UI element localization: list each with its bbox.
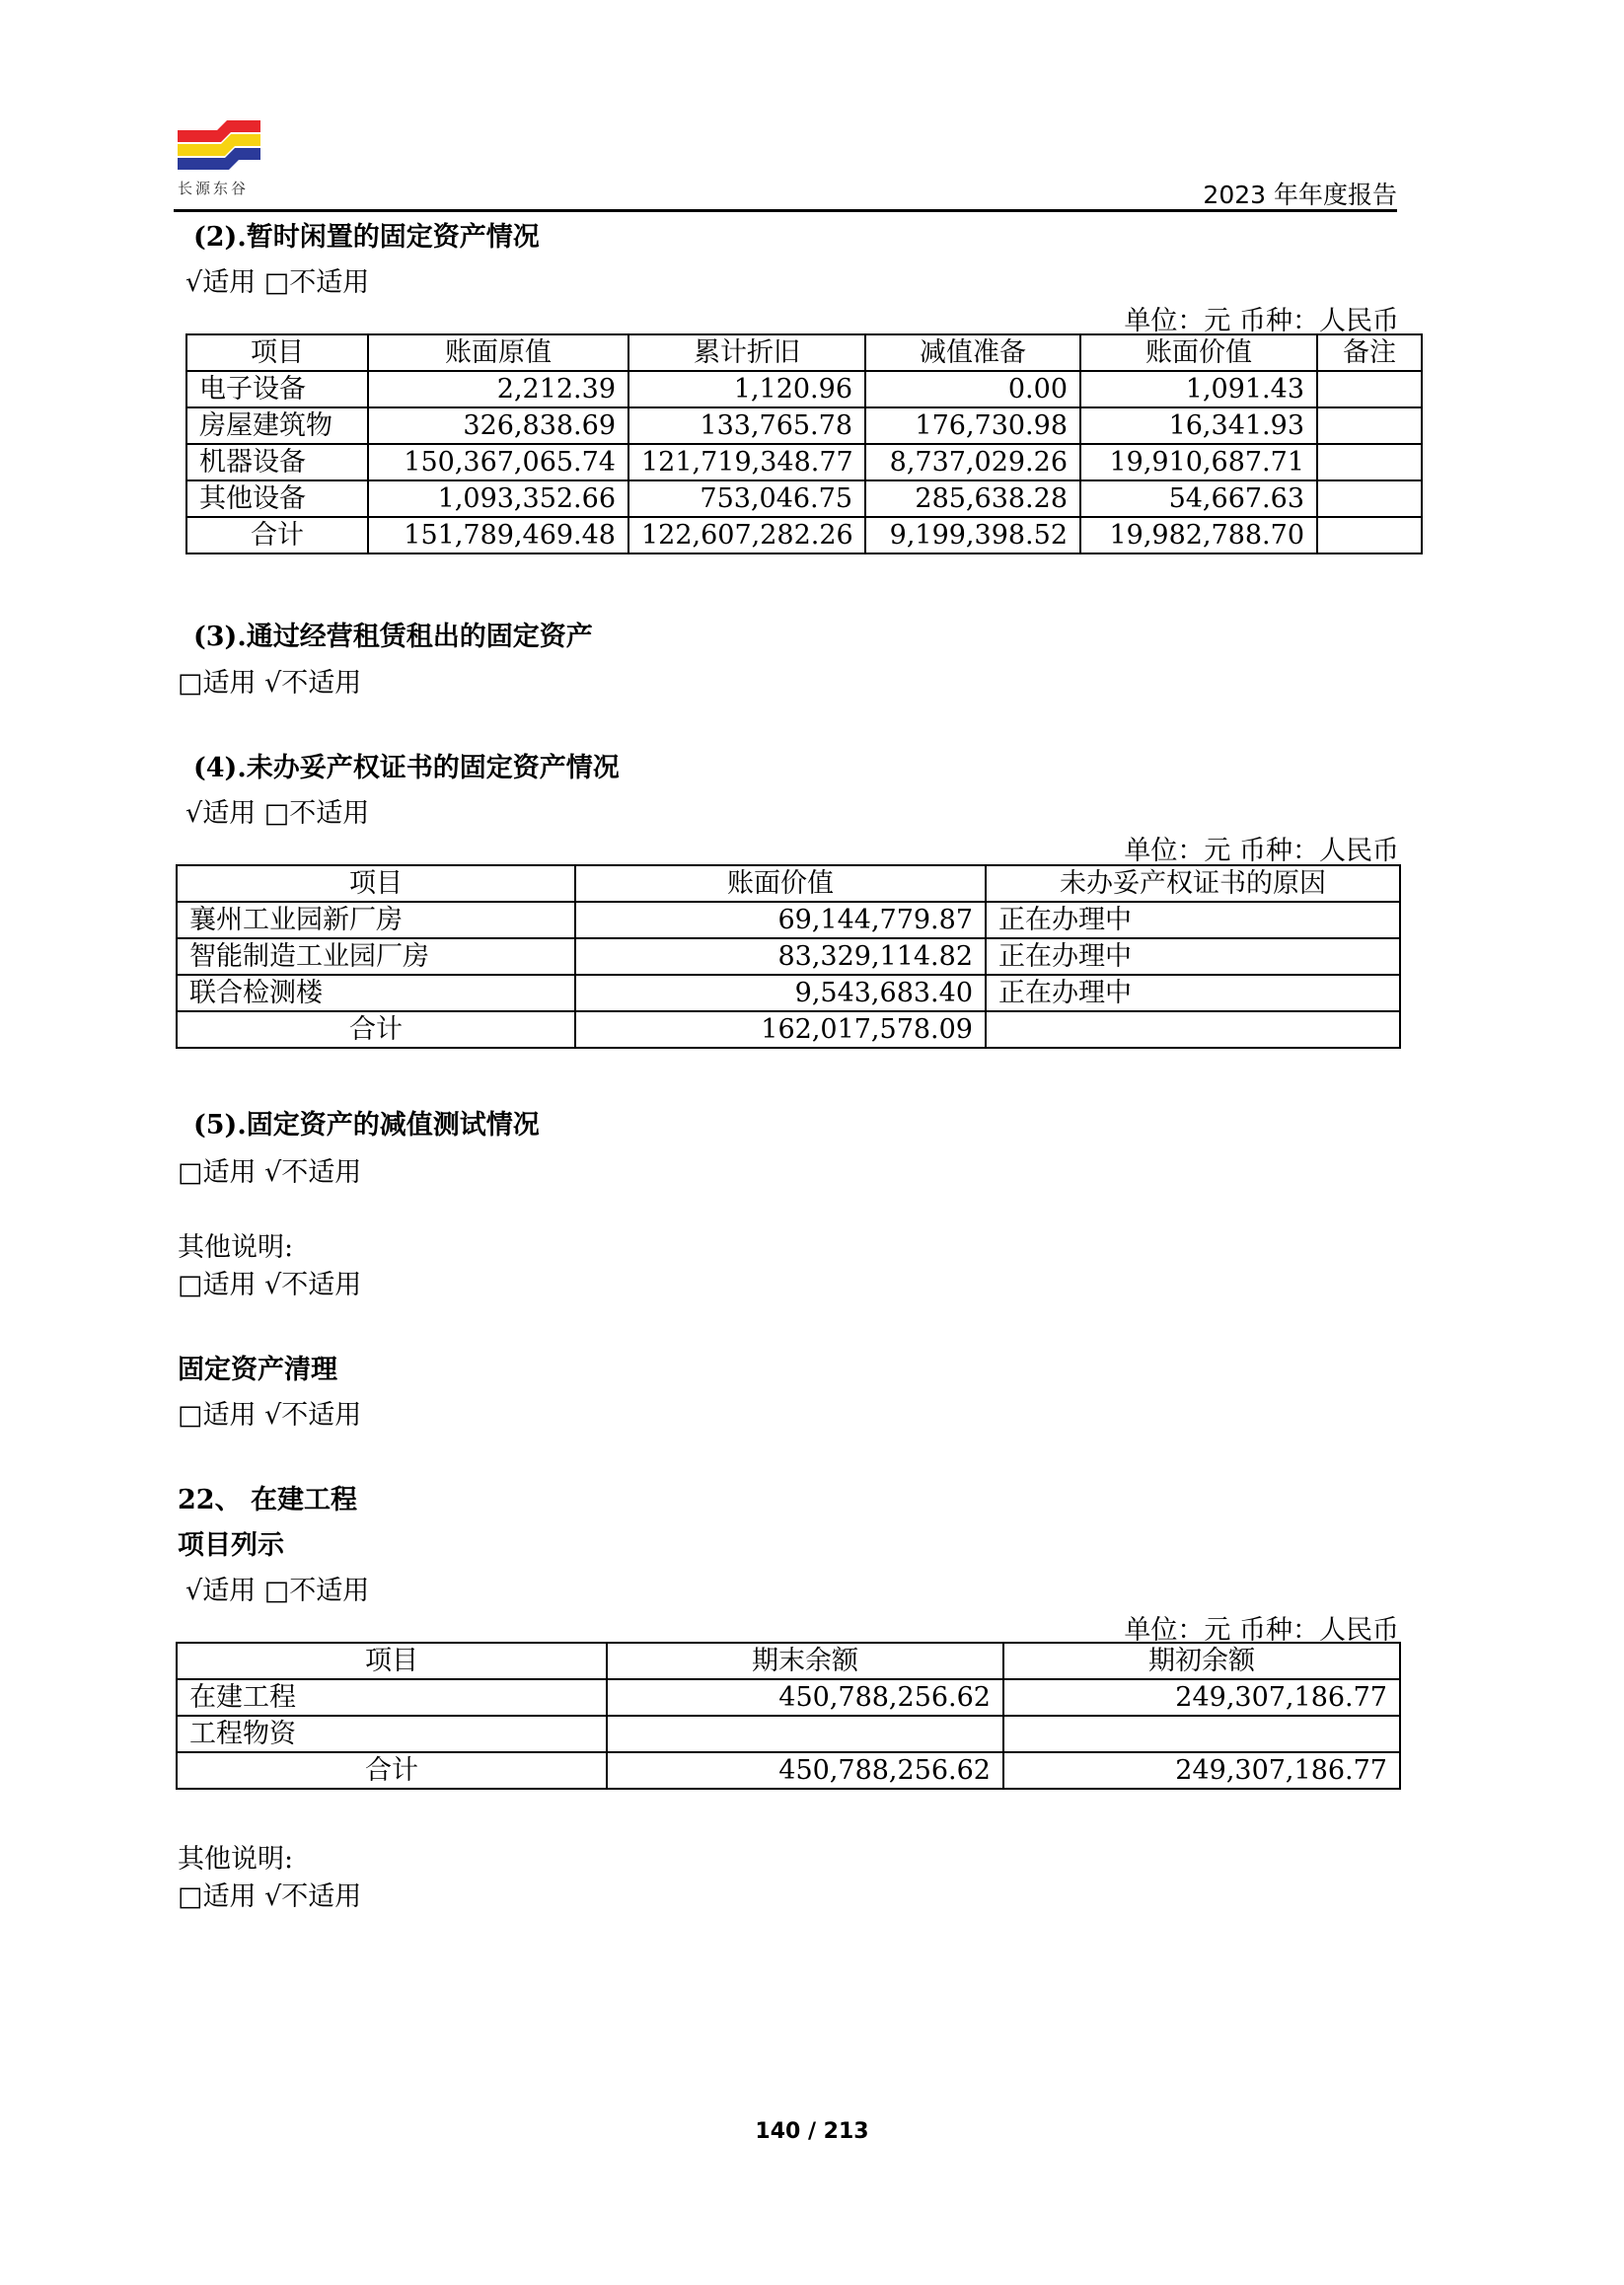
- section-3-applicability: □适用 √不适用: [178, 668, 362, 699]
- section-22-unit: 单位：元 币种：人民币: [1124, 1615, 1399, 1646]
- uncertified-assets-table: [176, 864, 1401, 1049]
- section-2-applicability: √适用 □不适用: [185, 267, 370, 298]
- construction-in-progress-table: [176, 1642, 1401, 1790]
- fixed-asset-cleanup-title: 固定资产清理: [178, 1355, 337, 1385]
- section-5-applicability: □适用 √不适用: [178, 1157, 362, 1188]
- table-row: [177, 1679, 1400, 1716]
- section-4-title: (4).未办妥产权证书的固定资产情况: [193, 753, 620, 783]
- column-header: 期末余额: [607, 1643, 1003, 1679]
- column-header: 账面原值: [368, 334, 628, 371]
- section-22-applicability: √适用 □不适用: [185, 1576, 370, 1606]
- fixed-asset-cleanup-applicability: □适用 √不适用: [178, 1400, 362, 1431]
- table-cell: [1317, 407, 1422, 444]
- column-header: 项目: [177, 865, 575, 902]
- table-cell: 正在办理中: [986, 938, 1400, 975]
- column-header: 减值准备: [865, 334, 1080, 371]
- table-row: [186, 371, 1422, 407]
- table-cell: 753,046.75: [628, 480, 865, 517]
- section-2-title: (2).暂时闲置的固定资产情况: [193, 222, 540, 253]
- table-cell: 450,788,256.62: [607, 1752, 1003, 1789]
- company-logo: [178, 116, 260, 198]
- table-cell: 19,982,788.70: [1080, 517, 1317, 553]
- row-label: 合计: [186, 517, 368, 553]
- column-header: 期初余额: [1003, 1643, 1400, 1679]
- table-cell: 176,730.98: [865, 407, 1080, 444]
- table-row: [186, 480, 1422, 517]
- column-header: 账面价值: [575, 865, 986, 902]
- table-cell: 249,307,186.77: [1003, 1679, 1400, 1716]
- table-cell: 133,765.78: [628, 407, 865, 444]
- column-header: 备注: [1317, 334, 1422, 371]
- table-cell: 151,789,469.48: [368, 517, 628, 553]
- table-cell: 122,607,282.26: [628, 517, 865, 553]
- other-notes-label: 其他说明:: [178, 1232, 294, 1263]
- logo-text: 长源东谷: [178, 180, 250, 197]
- report-title: 2023 年年度报告: [1203, 181, 1397, 209]
- table-cell: 450,788,256.62: [607, 1679, 1003, 1716]
- table-cell: 162,017,578.09: [575, 1011, 986, 1048]
- table-row: [186, 407, 1422, 444]
- table-cell: [1317, 444, 1422, 480]
- column-header: 项目: [177, 1643, 607, 1679]
- table-row: [177, 902, 1400, 938]
- table-total-row: [186, 517, 1422, 553]
- table-cell: 1,093,352.66: [368, 480, 628, 517]
- section-5-title: (5).固定资产的减值测试情况: [193, 1110, 540, 1141]
- table-cell: 285,638.28: [865, 480, 1080, 517]
- table-cell: 69,144,779.87: [575, 902, 986, 938]
- idle-assets-table: [185, 333, 1423, 554]
- table-row: [186, 444, 1422, 480]
- header-rule: [174, 209, 1397, 212]
- table-row: [177, 1716, 1400, 1752]
- row-label: 其他设备: [186, 480, 368, 517]
- table-row: [177, 938, 1400, 975]
- table-cell: [986, 1011, 1400, 1048]
- table-cell: 1,120.96: [628, 371, 865, 407]
- table-row: [177, 975, 1400, 1011]
- row-label: 智能制造工业园厂房: [177, 938, 575, 975]
- page-number: 140 / 213: [755, 2119, 869, 2144]
- column-header: 项目: [186, 334, 368, 371]
- section-3-title: (3).通过经营租赁租出的固定资产: [193, 622, 593, 652]
- table-cell: 1,091.43: [1080, 371, 1317, 407]
- table-cell: 83,329,114.82: [575, 938, 986, 975]
- section-22-title: 22、 在建工程: [178, 1485, 357, 1515]
- column-header: 账面价值: [1080, 334, 1317, 371]
- table-cell: 正在办理中: [986, 975, 1400, 1011]
- table-cell: 150,367,065.74: [368, 444, 628, 480]
- table-total-row: [177, 1752, 1400, 1789]
- table-cell: [1317, 480, 1422, 517]
- table-cell: [1317, 517, 1422, 553]
- table-cell: [1317, 371, 1422, 407]
- other-notes-label: 其他说明:: [178, 1844, 294, 1875]
- row-label: 在建工程: [177, 1679, 607, 1716]
- table-cell: 9,199,398.52: [865, 517, 1080, 553]
- table-cell: 19,910,687.71: [1080, 444, 1317, 480]
- table-cell: 121,719,348.77: [628, 444, 865, 480]
- table-cell: 9,543,683.40: [575, 975, 986, 1011]
- table-header-row: [177, 865, 1400, 902]
- table-total-row: [177, 1011, 1400, 1048]
- table-cell: 8,737,029.26: [865, 444, 1080, 480]
- row-label: 房屋建筑物: [186, 407, 368, 444]
- other-notes-applicability: □适用 √不适用: [178, 1881, 362, 1912]
- table-cell: [607, 1716, 1003, 1752]
- row-label: 合计: [177, 1752, 607, 1789]
- logo-mark-icon: [178, 116, 260, 176]
- table-cell: 249,307,186.77: [1003, 1752, 1400, 1789]
- row-label: 电子设备: [186, 371, 368, 407]
- section-4-unit: 单位：元 币种：人民币: [1124, 836, 1399, 866]
- table-cell: 326,838.69: [368, 407, 628, 444]
- table-cell: 16,341.93: [1080, 407, 1317, 444]
- table-header-row: [177, 1643, 1400, 1679]
- row-label: 机器设备: [186, 444, 368, 480]
- table-cell: [1003, 1716, 1400, 1752]
- row-label: 工程物资: [177, 1716, 607, 1752]
- table-cell: 正在办理中: [986, 902, 1400, 938]
- row-label: 合计: [177, 1011, 575, 1048]
- column-header: 未办妥产权证书的原因: [986, 865, 1400, 902]
- table-cell: 0.00: [865, 371, 1080, 407]
- row-label: 襄州工业园新厂房: [177, 902, 575, 938]
- table-header-row: [186, 334, 1422, 371]
- row-label: 联合检测楼: [177, 975, 575, 1011]
- section-2-unit: 单位：元 币种：人民币: [1124, 306, 1399, 336]
- column-header: 累计折旧: [628, 334, 865, 371]
- table-cell: 54,667.63: [1080, 480, 1317, 517]
- section-22-subtitle: 项目列示: [178, 1530, 284, 1561]
- table-cell: 2,212.39: [368, 371, 628, 407]
- other-notes-applicability: □适用 √不适用: [178, 1270, 362, 1300]
- section-4-applicability: √适用 □不适用: [185, 798, 370, 829]
